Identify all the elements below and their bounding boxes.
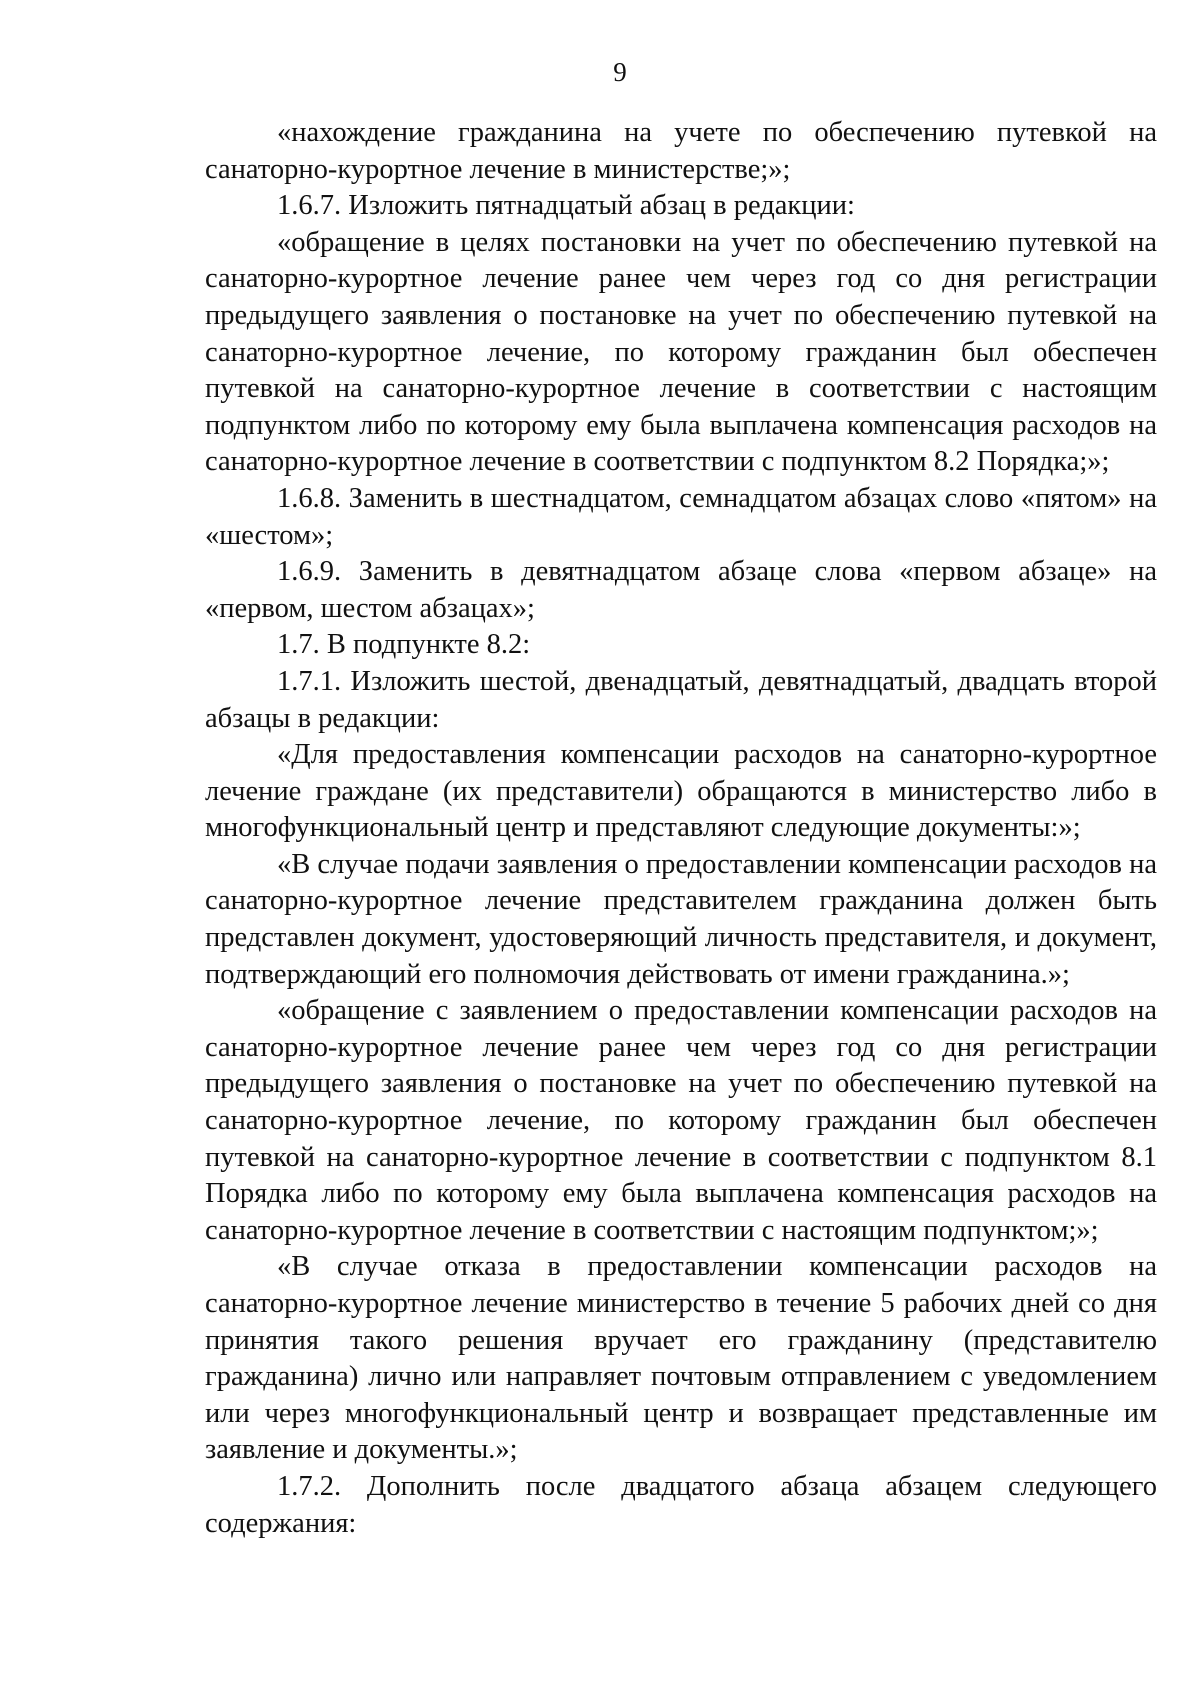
paragraph-1-7-2: 1.7.2. Дополнить после двадцатого абзаца абзацем следующего содержания: [205, 1470, 1157, 1539]
paragraph-1-6-9: 1.6.9. Заменить в девятнадцатом абзаце слова «первом абзаце» на «первом, шестом абзацах»; [205, 556, 1157, 624]
paragraph-1-6-7: 1.6.7. Изложить пятнадцатый абзац в редакции: [277, 190, 855, 222]
paragraph-quote-compensation-application: «обращение с заявлением о предоставлении компенсации расходов на санаторно-курортное лечение ранее чем через год со дня регистрации предыдущего заявления о постановке на учет по обеспечению путевкой на санаторно-курортное лечение, по которому гражданин был обеспечен путевкой на санаторно-курортное лечение в соответствии с подпунктом 8.1 Порядка либо по которому ему была выплачена компенсация расходов на санаторно-курортное лечение в соответствии с настоящим подпунктом;»; [205, 995, 1157, 1246]
paragraph-1-7: 1.7. В подпункте 8.2: [277, 629, 531, 661]
page-number: 9 [613, 57, 627, 87]
paragraph-quote-registration: «нахождение гражданина на учете по обеспечению путевкой на санаторно-курортное лечение в министерстве;»; [205, 117, 1157, 185]
paragraph-1-6-8: 1.6.8. Заменить в шестнадцатом, семнадцатом абзацах слово «пятом» на «шестом»; [205, 482, 1157, 551]
paragraph-quote-fifteenth: «обращение в целях постановки на учет по обеспечению путевкой на санаторно-курортное лечение ранее чем через год со дня регистрации предыдущего заявления о постановке на учет по обеспечению путевкой на санаторно-курортное лечение, по которому гражданин был обеспечен путевкой на санаторно-курортное лечение в соответствии с настоящим подпунктом либо по которому ему была выплачена компенсация расходов на санаторно-курортное лечение в соответствии с подпунктом 8.2 Порядка;»; [205, 226, 1157, 478]
paragraph-quote-representative: «В случае подачи заявления о предоставлении компенсации расходов на санаторно-курортное лечение представителем гражданина должен быть представлен документ, удостоверяющий личность представителя, и документ, подтверждающий его полномочия действовать от имени гражданина.»; [205, 848, 1157, 990]
document-body [205, 115, 1157, 1542]
paragraph-1-7-1: 1.7.1. Изложить шестой, двенадцатый, девятнадцатый, двадцать второй абзацы в редакции: [205, 665, 1157, 734]
paragraph-quote-compensation-documents: «Для предоставления компенсации расходов на санаторно-курортное лечение граждане (их представители) обращаются в министерство либо в многофункциональный центр и представляют следующие документы:»; [205, 739, 1157, 844]
paragraph-quote-refusal: «В случае отказа в предоставлении компенсации расходов на санаторно-курортное лечение министерство в течение 5 рабочих дней со дня принятия такого решения вручает его гражданину (представителю гражданина) лично или направляет почтовым отправлением с уведомлением или через многофункциональный центр и возвращает представленные им заявление и документы.»; [205, 1251, 1157, 1466]
